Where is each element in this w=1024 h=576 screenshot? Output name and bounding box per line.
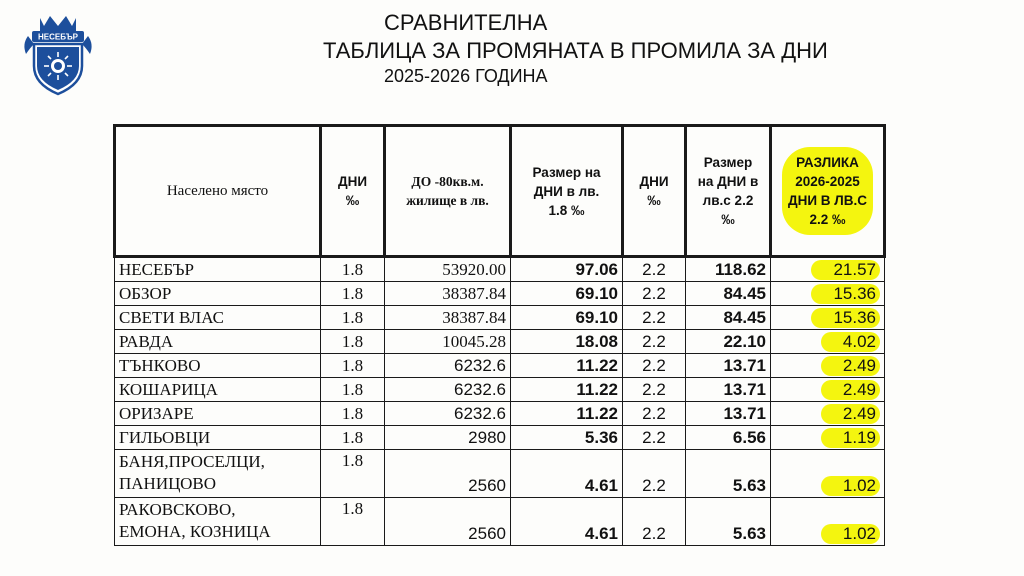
cell-place: РАВДА bbox=[115, 330, 321, 354]
cell-difference bbox=[771, 257, 885, 282]
table-row bbox=[115, 330, 885, 354]
cell-tax-2-2: 118.62 bbox=[686, 257, 771, 282]
cell-tax-2-2: 5.63 bbox=[686, 498, 771, 546]
table-row bbox=[115, 426, 885, 450]
svg-text:НЕСЕБЪР: НЕСЕБЪР bbox=[38, 32, 78, 42]
table-row bbox=[115, 282, 885, 306]
cell-home-price: 2560 bbox=[385, 450, 511, 498]
header-home-price: ДО -80кв.м. жилище в лв. bbox=[385, 126, 511, 257]
comparison-table bbox=[113, 124, 886, 546]
cell-rate-2-2: 2.2 bbox=[623, 330, 686, 354]
header-tax-1-8: Размер на ДНИ в лв. 1.8 ‰ bbox=[511, 126, 623, 257]
cell-rate-1-8: 1.8 bbox=[321, 498, 385, 546]
cell-home-price: 6232.6 bbox=[385, 378, 511, 402]
cell-tax-2-2: 6.56 bbox=[686, 426, 771, 450]
cell-rate-1-8: 1.8 bbox=[321, 282, 385, 306]
cell-rate-2-2: 2.2 bbox=[623, 450, 686, 498]
cell-place: КОШАРИЦА bbox=[115, 378, 321, 402]
cell-home-price: 2560 bbox=[385, 498, 511, 546]
cell-place: ОБЗОР bbox=[115, 282, 321, 306]
cell-place: РАКОВСКОВО, ЕМОНА, КОЗНИЦА bbox=[115, 498, 321, 546]
cell-tax-2-2: 84.45 bbox=[686, 282, 771, 306]
cell-difference bbox=[771, 498, 885, 546]
cell-difference bbox=[771, 306, 885, 330]
cell-place: СВЕТИ ВЛАС bbox=[115, 306, 321, 330]
cell-tax-1-8: 11.22 bbox=[511, 378, 623, 402]
difference-highlight: 2.49 bbox=[821, 380, 880, 400]
difference-highlight: 21.57 bbox=[811, 260, 880, 280]
cell-rate-1-8: 1.8 bbox=[321, 257, 385, 282]
cell-difference bbox=[771, 450, 885, 498]
cell-difference bbox=[771, 426, 885, 450]
cell-tax-1-8: 4.61 bbox=[511, 450, 623, 498]
cell-home-price: 2980 bbox=[385, 426, 511, 450]
cell-tax-2-2: 5.63 bbox=[686, 450, 771, 498]
difference-highlight: 2.49 bbox=[821, 356, 880, 376]
cell-home-price: 10045.28 bbox=[385, 330, 511, 354]
difference-highlight: 15.36 bbox=[811, 308, 880, 328]
table-row bbox=[115, 257, 885, 282]
header-difference-highlight: РАЗЛИКА 2026-2025 ДНИ В ЛВ.С 2.2 ‰ bbox=[782, 147, 873, 235]
nesebar-coat-of-arms-logo bbox=[20, 14, 96, 96]
difference-highlight: 2.49 bbox=[821, 404, 880, 424]
header-tax-2-2: Размер на ДНИ в лв.с 2.2 ‰ bbox=[686, 126, 771, 257]
cell-rate-2-2: 2.2 bbox=[623, 426, 686, 450]
cell-difference bbox=[771, 282, 885, 306]
cell-tax-1-8: 11.22 bbox=[511, 402, 623, 426]
table-row bbox=[115, 354, 885, 378]
cell-difference bbox=[771, 330, 885, 354]
cell-home-price: 38387.84 bbox=[385, 282, 511, 306]
difference-highlight: 1.02 bbox=[821, 524, 880, 544]
table-row bbox=[115, 378, 885, 402]
cell-rate-1-8: 1.8 bbox=[321, 426, 385, 450]
header-rate-1-8: ДНИ ‰ bbox=[321, 126, 385, 257]
cell-tax-2-2: 13.71 bbox=[686, 354, 771, 378]
cell-rate-2-2: 2.2 bbox=[623, 402, 686, 426]
difference-highlight: 4.02 bbox=[821, 332, 880, 352]
cell-rate-1-8: 1.8 bbox=[321, 402, 385, 426]
cell-rate-2-2: 2.2 bbox=[623, 306, 686, 330]
cell-rate-1-8: 1.8 bbox=[321, 330, 385, 354]
difference-highlight: 1.02 bbox=[821, 476, 880, 496]
document-title-line2: ТАБЛИЦА ЗА ПРОМЯНАТА В ПРОМИЛА ЗА ДНИ bbox=[323, 38, 828, 63]
cell-rate-2-2: 2.2 bbox=[623, 282, 686, 306]
cell-tax-1-8: 5.36 bbox=[511, 426, 623, 450]
difference-highlight: 1.19 bbox=[821, 428, 880, 448]
table-row bbox=[115, 498, 885, 546]
cell-rate-1-8: 1.8 bbox=[321, 354, 385, 378]
cell-rate-2-2: 2.2 bbox=[623, 498, 686, 546]
document-title-line1: СРАВНИТЕЛНА bbox=[384, 10, 548, 35]
header-place: Населено място bbox=[115, 126, 321, 257]
table-header-row bbox=[115, 126, 885, 257]
cell-tax-1-8: 4.61 bbox=[511, 498, 623, 546]
cell-difference bbox=[771, 354, 885, 378]
cell-home-price: 38387.84 bbox=[385, 306, 511, 330]
cell-rate-2-2: 2.2 bbox=[623, 378, 686, 402]
cell-rate-2-2: 2.2 bbox=[623, 257, 686, 282]
cell-place: БАНЯ,ПРОСЕЛЦИ, ПАНИЦОВО bbox=[115, 450, 321, 498]
cell-rate-1-8: 1.8 bbox=[321, 378, 385, 402]
cell-place: ГИЛЬОВЦИ bbox=[115, 426, 321, 450]
cell-difference bbox=[771, 378, 885, 402]
cell-tax-1-8: 69.10 bbox=[511, 282, 623, 306]
cell-tax-2-2: 22.10 bbox=[686, 330, 771, 354]
cell-place: НЕСЕБЪР bbox=[115, 257, 321, 282]
cell-tax-1-8: 11.22 bbox=[511, 354, 623, 378]
cell-rate-2-2: 2.2 bbox=[623, 354, 686, 378]
cell-tax-1-8: 97.06 bbox=[511, 257, 623, 282]
difference-highlight: 15.36 bbox=[811, 284, 880, 304]
cell-tax-1-8: 18.08 bbox=[511, 330, 623, 354]
cell-home-price: 6232.6 bbox=[385, 354, 511, 378]
header-difference bbox=[771, 126, 885, 257]
cell-place: ТЪНКОВО bbox=[115, 354, 321, 378]
cell-difference bbox=[771, 402, 885, 426]
cell-tax-2-2: 13.71 bbox=[686, 402, 771, 426]
cell-home-price: 6232.6 bbox=[385, 402, 511, 426]
document-title-year: 2025-2026 ГОДИНА bbox=[384, 66, 548, 86]
cell-tax-2-2: 13.71 bbox=[686, 378, 771, 402]
table-row bbox=[115, 450, 885, 498]
table-row bbox=[115, 402, 885, 426]
cell-home-price: 53920.00 bbox=[385, 257, 511, 282]
table-row bbox=[115, 306, 885, 330]
cell-place: ОРИЗАРЕ bbox=[115, 402, 321, 426]
cell-tax-1-8: 69.10 bbox=[511, 306, 623, 330]
cell-tax-2-2: 84.45 bbox=[686, 306, 771, 330]
header-rate-2-2: ДНИ ‰ bbox=[623, 126, 686, 257]
cell-rate-1-8: 1.8 bbox=[321, 306, 385, 330]
cell-rate-1-8: 1.8 bbox=[321, 450, 385, 498]
